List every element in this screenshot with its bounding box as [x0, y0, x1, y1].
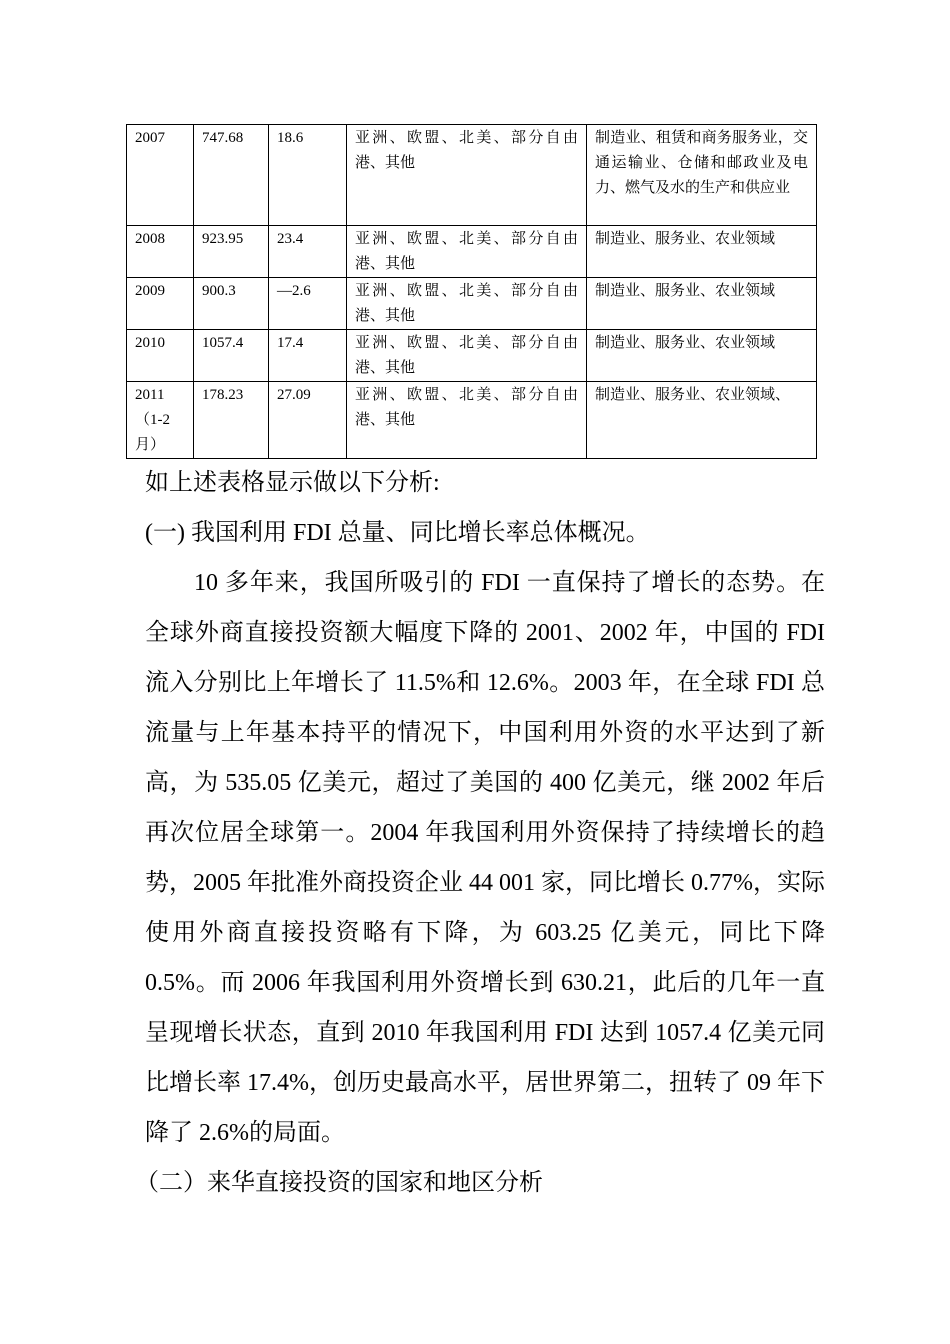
intro-line: 如上述表格显示做以下分析:: [145, 470, 440, 496]
amount-cell: 178.23: [194, 382, 269, 459]
year-cell: 2007: [127, 125, 194, 226]
growth-cell: 17.4: [269, 330, 347, 382]
growth-cell: 18.6: [269, 125, 347, 226]
section-heading-2: （二）来华直接投资的国家和地区分析: [135, 1170, 543, 1196]
table-row: [127, 125, 817, 226]
analysis-paragraph: 10 多年来，我国所吸引的 FDI 一直保持了增长的态势。在全球外商直接投资额大幅度下降的 2001、2002 年，中国的 FDI 流入分别比上年增长了 11.5%和 12.6%。2003 年，在全球 FDI 总流量与上年基本持平的情况下，中国利用外资的水平达到了新高，为 535.05 亿美元，超过了美国的 400 亿美元，继 2002 年后再次位居全球第一。2004 年我国利用外资保持了持续增长的趋势，2005 年批准外商投资企业 44 001 家，同比增长 0.77%，实际使用外商直接投资略有下降，为 603.25 亿美元，同比下降 0.5%。而 2006 年我国利用外资增长到 630.21，此后的几年一直呈现增长状态，直到 2010 年我国利用 FDI 达到 1057.4 亿美元同比增长率 17.4%，创历史最高水平，居世界第二，扭转了 09 年下降了 2.6%的局面。: [145, 570, 825, 1146]
regions-cell: 亚洲、欧盟、北美、部分自由港、其他: [347, 226, 587, 278]
amount-cell: 747.68: [194, 125, 269, 226]
amount-cell: 900.3: [194, 278, 269, 330]
amount-cell: 923.95: [194, 226, 269, 278]
table-row: [127, 278, 817, 330]
table-row: [127, 382, 817, 459]
growth-cell: 23.4: [269, 226, 347, 278]
regions-cell: 亚洲、欧盟、北美、部分自由港、其他: [347, 382, 587, 459]
sectors-cell: 制造业、服务业、农业领域: [587, 226, 817, 278]
fdi-table: [126, 124, 817, 459]
year-cell: 2010: [127, 330, 194, 382]
sectors-cell: 制造业、租赁和商务服务业，交通运输业、仓储和邮政业及电力、燃气及水的生产和供应业: [587, 125, 817, 226]
section-heading-1: (一) 我国利用 FDI 总量、同比增长率总体概况。: [145, 520, 650, 546]
body-text: [135, 458, 825, 1208]
year-cell: 2008: [127, 226, 194, 278]
year-cell: 2009: [127, 278, 194, 330]
table-row: [127, 330, 817, 382]
growth-cell: 27.09: [269, 382, 347, 459]
amount-cell: 1057.4: [194, 330, 269, 382]
sectors-cell: 制造业、服务业、农业领域、: [587, 382, 817, 459]
regions-cell: 亚洲、欧盟、北美、部分自由港、其他: [347, 125, 587, 226]
growth-cell: —2.6: [269, 278, 347, 330]
sectors-cell: 制造业、服务业、农业领域: [587, 278, 817, 330]
year-cell: 2011（1-2月）: [127, 382, 194, 459]
regions-cell: 亚洲、欧盟、北美、部分自由港、其他: [347, 278, 587, 330]
table-row: [127, 226, 817, 278]
regions-cell: 亚洲、欧盟、北美、部分自由港、其他: [347, 330, 587, 382]
sectors-cell: 制造业、服务业、农业领域: [587, 330, 817, 382]
